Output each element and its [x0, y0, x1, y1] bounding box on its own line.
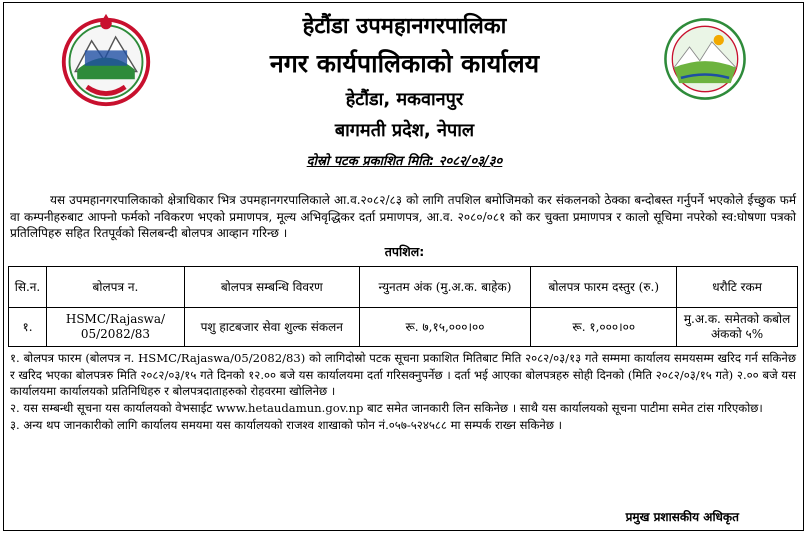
notes-section	[10, 350, 796, 434]
col-serial: सि.न.	[9, 267, 47, 308]
office-name: नगर कार्यपालिकाको कार्यालय	[269, 49, 540, 78]
municipality-name: हेटौंडा उपमहानगरपालिका	[302, 14, 507, 39]
publish-date-line	[0, 151, 809, 169]
note-1: १. बोलपत्र फारम (बोलपत्र न. HSMC/Rajaswa/05/2082/83) को लागिदोस्रो पटक सूचना प्रकाशित मितिबाट मिति २०८२/०३/१३ गते सम्ममा कार्यालय समयसम्म खरिद गर्न सकिनेछ र खरिद भएका बोलपत्ररु मिति २०८२/०३/१५ गते दिनको १२.०० बजे यस कार्यालयमा दर्ता गरिसक्नुपर्नेछ । दर्ता भई आएका बोलपत्रहरु सोही दिनको (मिति २०८२/०३/१५ गते) २.०० बजे यस कार्यालयमा कार्यालयको प्रतिनिधिहरु र बोलपत्रदाताहरुको रोहवरमा खोलिनेछ ।	[10, 351, 796, 399]
cell-description: पशु हाटबजार सेवा शुल्क संकलन	[184, 308, 359, 347]
col-deposit: धरौटि रकम	[677, 267, 798, 308]
signature-title: प्रमुख प्रशासकीय अधिकृत	[625, 510, 739, 524]
col-tender-no: बोलपत्र न.	[46, 267, 184, 308]
note-3: ३. अन्य थप जानकारीको लागि कार्यालय समयमा यस कार्यालयको राजश्व शाखाको फोन नं.०५७-५२४५८८ मा सम्पर्क राख्न सकिनेछ ।	[10, 417, 563, 432]
table-row	[9, 308, 798, 347]
schedule-label: तपशिल:	[384, 244, 425, 259]
office-location: हेटौंडा, मकवानपुर	[345, 89, 464, 110]
intro-paragraph: यस उपमहानगरपालिकाको क्षेत्राधिकार भित्र उपमहानगरपालिकाले आ.व.२०८२/८३ को लागि तपशिल बमोजिमको कर संकलनको ठेक्का बन्दोबस्त गर्नुपर्ने भएकोले ईच्छुक फर्म वा कम्पनीहरुबाट आफ्नो फर्मको नविकरण भएको प्रमाणपत्र, मूल्य अभिवृद्धिकर दर्ता प्रमाणपत्र, आ.व. २०८०/०८१ को कर चुक्ता प्रमाणपत्र र कालो सूचिमा नपरेको स्व:घोषणा पत्रको प्रतिलिपिहरु सहित रितपूर्वको सिलबन्दी बोलपत्र आव्हान गरिन्छ ।	[10, 193, 796, 240]
cell-minimum-amount: रू. ७,१५,०००।००	[359, 308, 531, 347]
cell-form-fee: रू. १,०००।००	[531, 308, 677, 347]
col-form-fee: बोलपत्र फारम दस्तुर (रु.)	[531, 267, 677, 308]
cell-tender-no: HSMC/Rajaswa/ 05/2082/83	[46, 308, 184, 347]
province-country: बागमती प्रदेश, नेपाल	[334, 120, 475, 141]
cell-deposit: मु.अ.क. समेतको कबोल अंकको ५%	[677, 308, 798, 347]
col-minimum-amount: न्युनतम अंक (मु.अ.क. बाहेक)	[359, 267, 531, 308]
publish-date: दोस्रो पटक प्रकाशित मिति: २०८२/०३/३०	[306, 154, 503, 169]
cell-serial: १.	[9, 308, 47, 347]
col-description: बोलपत्र सम्बन्धि विवरण	[184, 267, 359, 308]
tender-table	[8, 266, 798, 347]
note-2: २. यस सम्बन्धी सूचना यस कार्यालयको वेभसाईट www.hetaudamun.gov.np बाट समेत जानकारी लिन सकिनेछ । साथै यस कार्यालयको सूचना पाटीमा समेत टांस गरिएकोछ।	[10, 401, 763, 416]
table-header-row	[9, 267, 798, 308]
